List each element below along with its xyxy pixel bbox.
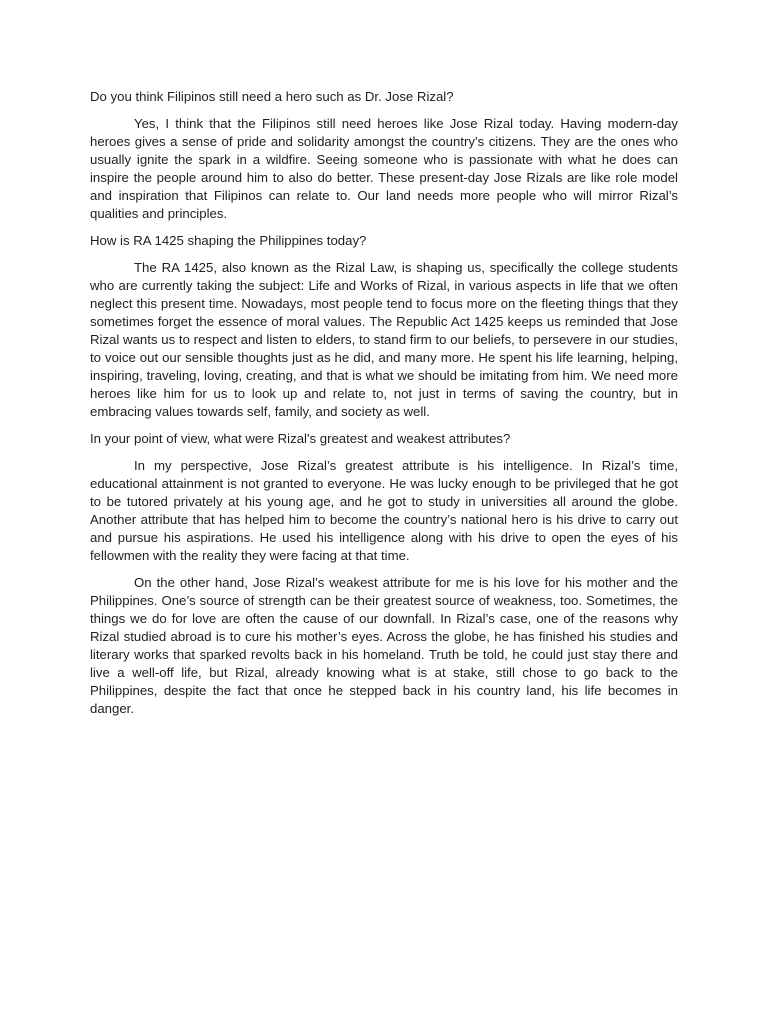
document-page (90, 88, 678, 727)
answer-1-paragraph: Yes, I think that the Filipinos still need heroes like Jose Rizal today. Having modern-day heroes gives a sense of pride and solidarity amongst the country’s citizens. They are the ones who usually ignite the spark in a wildfire. Seeing someone who is passionate with what he does can inspire the people around him to also do better. These present-day Jose Rizals are like role model and inspiration that Filipinos can relate to. Our land needs more people who will mirror Rizal’s qualities and principles. (90, 116, 678, 221)
question-2: How is RA 1425 shaping the Philippines today? (90, 233, 367, 248)
question-3: In your point of view, what were Rizal's greatest and weakest attributes? (90, 431, 511, 446)
answer-3-paragraph-1: In my perspective, Jose Rizal’s greatest attribute is his intelligence. In Rizal’s time, educational attainment is not granted to everyone. He was lucky enough to be privileged that he got to be tutored privately at his young age, and he got to study in universities all around the globe. Another attribute that has helped him to become the country’s national hero is his drive to carry out and pursue his aspirations. He used his intelligence along with his drive to open the eyes of his fellowmen with the reality they were facing at that time. (90, 458, 678, 563)
question-1: Do you think Filipinos still need a hero such as Dr. Jose Rizal? (90, 89, 454, 104)
answer-3-paragraph-2: On the other hand, Jose Rizal’s weakest attribute for me is his love for his mother and the Philippines. One’s source of strength can be their greatest source of weakness, too. Sometimes, the things we do for love are often the cause of our downfall. In Rizal’s case, one of the reasons why Rizal studied abroad is to cure his mother’s eyes. Across the globe, he has finished his studies and literary works that sparked revolts back in his homeland. Truth be told, he could just stay there and live a well-off life, but Rizal, already knowing what is at stake, still chose to go back to the Philippines, despite the fact that once he stepped back in his country land, his life becomes in danger. (90, 575, 678, 716)
answer-2-paragraph: The RA 1425, also known as the Rizal Law, is shaping us, specifically the college students who are currently taking the subject: Life and Works of Rizal, in various aspects in life that we often neglect this present time. Nowadays, most people tend to focus more on the fleeting things that they sometimes forget the essence of moral values. The Republic Act 1425 keeps us reminded that Jose Rizal wants us to respect and listen to elders, to stand firm to our beliefs, to persevere in our studies, to voice out our sensible thoughts just as he did, and many more. He spent his life learning, helping, inspiring, traveling, loving, creating, and that is what we should be imitating from him. We need more heroes like him for us to look up and relate to, not just in terms of saving the country, but in embracing values towards self, family, and society as well. (90, 260, 678, 419)
